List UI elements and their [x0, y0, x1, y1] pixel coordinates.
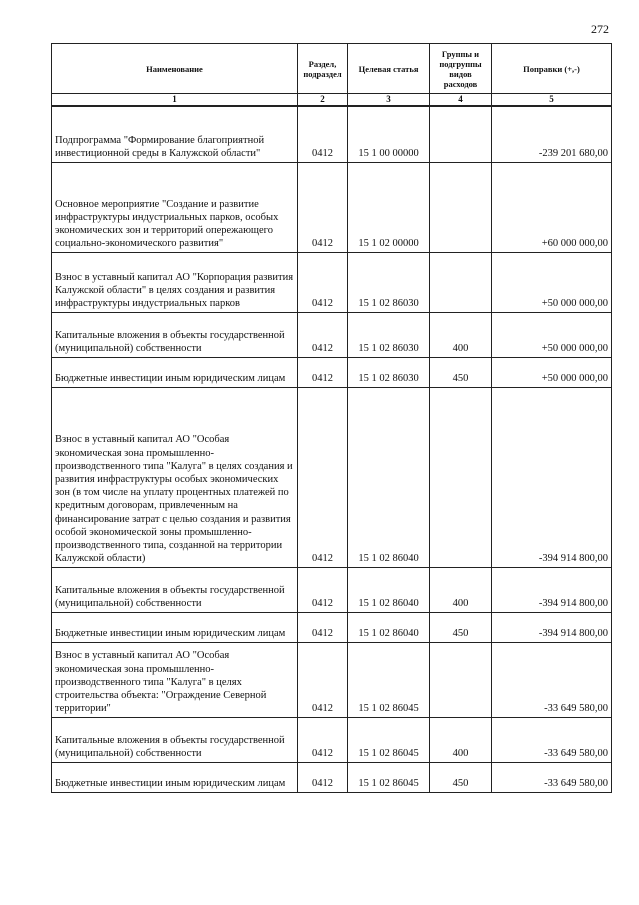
- row-article: 15 1 02 00000: [348, 162, 430, 252]
- row-group: 400: [430, 567, 492, 612]
- row-name: Бюджетные инвестиции иным юридическим лицам: [52, 762, 298, 792]
- row-name: Взнос в уставный капитал АО "Особая экономическая зона промышленно-производственного типа "Калуга" в целях строительства объекта: "Ограждение Северной территории": [52, 642, 298, 717]
- row-name: Взнос в уставный капитал АО "Особая экономическая зона промышленно-производственного типа "Калуга" в целях создания и развития инфраструктуры особых экономических зон (в том числе на уплату процентных платежей по кредитным договорам, привлеченным на финансирование затрат с целью создания и развития особой экономической зоны промышленно-производственного типа, созданной на территории Калужской области): [52, 387, 298, 567]
- row-group: 400: [430, 717, 492, 762]
- table-row: [52, 612, 612, 642]
- row-group: 450: [430, 357, 492, 387]
- page-number: 272: [591, 22, 609, 36]
- table-row: [52, 312, 612, 357]
- row-article: 15 1 02 86045: [348, 717, 430, 762]
- column-number: 3: [348, 94, 430, 107]
- table-row: [52, 717, 612, 762]
- row-amount: -33 649 580,00: [492, 642, 612, 717]
- row-section: 0412: [298, 612, 348, 642]
- row-article: 15 1 02 86030: [348, 252, 430, 312]
- row-section: 0412: [298, 252, 348, 312]
- header-section: Раздел, подраздел: [298, 44, 348, 94]
- row-name: Капитальные вложения в объекты государственной (муниципальной) собственности: [52, 567, 298, 612]
- row-group: 450: [430, 762, 492, 792]
- row-section: 0412: [298, 162, 348, 252]
- row-amount: +50 000 000,00: [492, 252, 612, 312]
- row-amount: +50 000 000,00: [492, 357, 612, 387]
- header-name: Наименование: [52, 44, 298, 94]
- table-row: [52, 762, 612, 792]
- row-article: 15 1 02 86040: [348, 387, 430, 567]
- row-section: 0412: [298, 387, 348, 567]
- row-name: Основное мероприятие "Создание и развитие инфраструктуры индустриальных парков, особых экономических зон и территорий опережающего социально-экономического развития": [52, 162, 298, 252]
- table-row: [52, 357, 612, 387]
- row-article: 15 1 02 86030: [348, 357, 430, 387]
- row-section: 0412: [298, 106, 348, 162]
- row-section: 0412: [298, 312, 348, 357]
- column-number: 5: [492, 94, 612, 107]
- row-section: 0412: [298, 762, 348, 792]
- row-amount: -394 914 800,00: [492, 567, 612, 612]
- table-row: [52, 162, 612, 252]
- row-name: Бюджетные инвестиции иным юридическим лицам: [52, 357, 298, 387]
- row-name: Взнос в уставный капитал АО "Корпорация развития Калужской области" в целях создания и развития инфраструктуры индустриальных парков: [52, 252, 298, 312]
- column-number: 1: [52, 94, 298, 107]
- row-group: [430, 387, 492, 567]
- row-group: [430, 162, 492, 252]
- header-amount: Поправки (+,-): [492, 44, 612, 94]
- row-group: [430, 106, 492, 162]
- row-name: Капитальные вложения в объекты государственной (муниципальной) собственности: [52, 312, 298, 357]
- table-row: [52, 106, 612, 162]
- row-amount: -394 914 800,00: [492, 387, 612, 567]
- budget-amendments-table: [51, 43, 612, 793]
- header-article: Целевая статья: [348, 44, 430, 94]
- row-amount: +50 000 000,00: [492, 312, 612, 357]
- row-article: 15 1 02 86040: [348, 567, 430, 612]
- row-amount: -33 649 580,00: [492, 717, 612, 762]
- row-amount: -33 649 580,00: [492, 762, 612, 792]
- row-group: 450: [430, 612, 492, 642]
- row-name: Капитальные вложения в объекты государственной (муниципальной) собственности: [52, 717, 298, 762]
- header-group: Группы и подгруппы видов расходов: [430, 44, 492, 94]
- row-amount: +60 000 000,00: [492, 162, 612, 252]
- table-row: [52, 387, 612, 567]
- row-article: 15 1 02 86030: [348, 312, 430, 357]
- table-row: [52, 642, 612, 717]
- row-group: [430, 252, 492, 312]
- row-article: 15 1 00 00000: [348, 106, 430, 162]
- row-section: 0412: [298, 357, 348, 387]
- row-section: 0412: [298, 717, 348, 762]
- table-header-row: [52, 44, 612, 94]
- row-name: Подпрограмма "Формирование благоприятной инвестиционной среды в Калужской области": [52, 106, 298, 162]
- row-section: 0412: [298, 642, 348, 717]
- column-number: 2: [298, 94, 348, 107]
- row-group: [430, 642, 492, 717]
- row-amount: -239 201 680,00: [492, 106, 612, 162]
- table-row: [52, 252, 612, 312]
- row-name: Бюджетные инвестиции иным юридическим лицам: [52, 612, 298, 642]
- row-section: 0412: [298, 567, 348, 612]
- row-article: 15 1 02 86045: [348, 642, 430, 717]
- row-article: 15 1 02 86040: [348, 612, 430, 642]
- row-article: 15 1 02 86045: [348, 762, 430, 792]
- table-row: [52, 567, 612, 612]
- column-number: 4: [430, 94, 492, 107]
- row-amount: -394 914 800,00: [492, 612, 612, 642]
- column-number-row: [52, 94, 612, 107]
- row-group: 400: [430, 312, 492, 357]
